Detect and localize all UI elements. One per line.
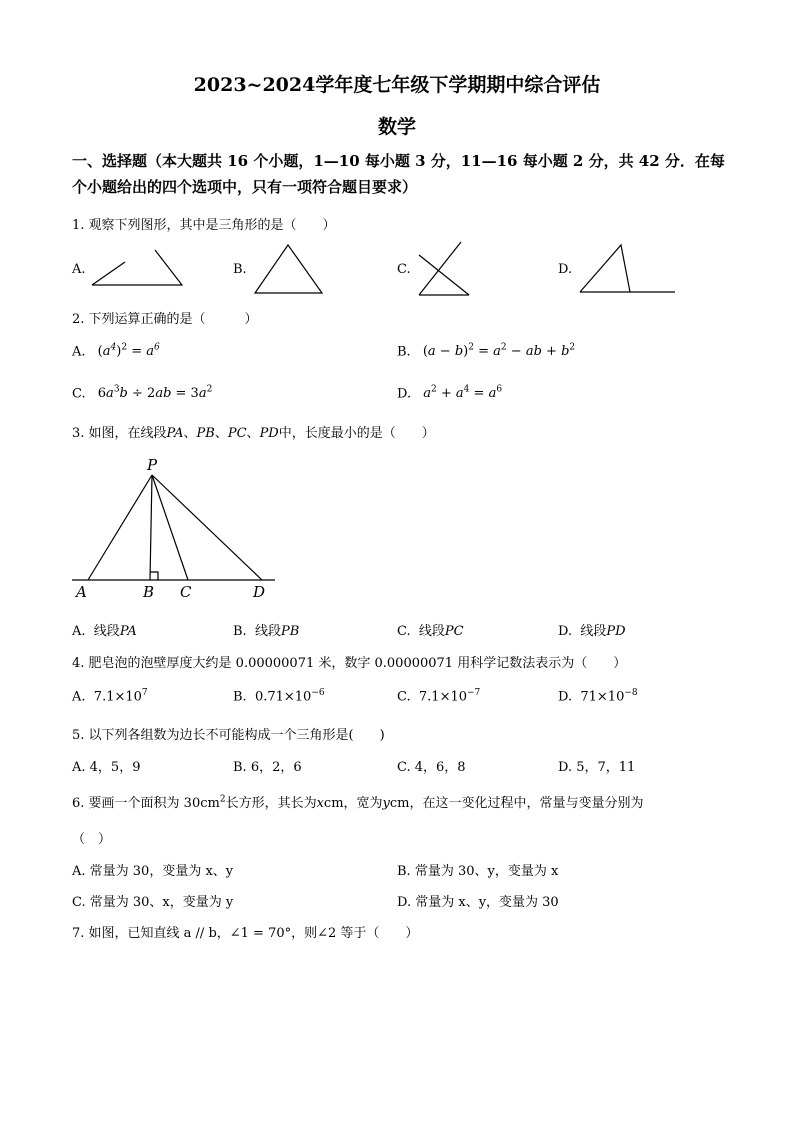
q2-option-c-label: C. <box>72 386 86 402</box>
q2-stem: 2. 下列运算正确的是（ ） <box>72 312 258 327</box>
q2-option-d-label: D. <box>397 386 412 402</box>
q3-stem-post: 中，长度最小的是（ ） <box>278 426 435 441</box>
q3-seg-pb: PB <box>196 426 215 441</box>
q4-option-d-label: D. <box>558 689 573 705</box>
q2-option-a-label: A. <box>72 344 86 360</box>
q3-point-p: P <box>147 456 158 474</box>
q2-option-b-label: B. <box>397 344 411 360</box>
q6-option-b: B. 常量为 30、y，变量为 x <box>397 864 559 879</box>
q6-option-c: C. 常量为 30、x，变量为 y <box>72 895 234 910</box>
q5-option-d: D. 5，7，11 <box>558 760 636 775</box>
q3-option-a <box>72 620 137 639</box>
q3-line-pb <box>150 475 152 580</box>
q3-line-pd <box>152 475 262 580</box>
q3-point-d: D <box>253 583 266 601</box>
q3-option-b <box>233 620 299 639</box>
q2-option-b-formula: $(a - b)^2 = a^2$ − ab + $b^2$ <box>422 343 576 360</box>
q3-right-angle-mark <box>150 572 158 580</box>
q4-option-c-exp: −7 <box>467 688 481 698</box>
q3-option-c-seg: PC <box>444 624 464 639</box>
q3-sep-2: 、 <box>214 426 228 441</box>
q3-option-c-label: C. <box>397 624 411 639</box>
q3-option-c-text: 线段 <box>418 624 445 639</box>
q6-stem <box>72 792 644 811</box>
q6-var-y: y <box>382 796 390 811</box>
q5-option-c: C. 4，6，8 <box>397 760 466 775</box>
q4-option-d-exp: −8 <box>624 688 638 698</box>
q4-option-c <box>397 688 480 704</box>
q6-stem-b: 长方形，其长为 <box>225 796 317 811</box>
q1-option-c-label: C. <box>397 262 411 277</box>
q4-option-b-base: 0.71×10 <box>254 689 312 705</box>
q6-option-a: A. 常量为 30，变量为 x、y <box>72 864 234 879</box>
q3-seg-pa: PA <box>166 426 184 441</box>
q4-option-c-base: 7.1×10 <box>418 689 467 705</box>
q4-option-d-base: 71×10 <box>580 689 625 705</box>
q4-option-d <box>558 688 638 704</box>
q4-option-c-label: C. <box>397 689 411 705</box>
q4-option-a-exp: 7 <box>141 688 148 698</box>
q3-point-b: B <box>143 583 155 601</box>
q6-cm2: cm，在这一变化过程中，常量与变量分别为 <box>389 796 644 811</box>
q4-stem: 4. 肥皂泡的泡壁厚度大约是 0.00000071 米，数字 0.00000071 用科学记数法表示为（ ） <box>72 656 627 671</box>
q3-option-b-seg: PB <box>280 624 300 639</box>
q3-option-b-label: B. <box>233 624 247 639</box>
q3-option-a-seg: PA <box>119 624 137 639</box>
q6-cm1: cm，宽为 <box>323 796 383 811</box>
q4-option-b-label: B. <box>233 689 247 705</box>
q6-stem-sup: 2 <box>219 794 226 805</box>
q4-option-a <box>72 688 148 704</box>
q3-line-pa <box>88 475 152 580</box>
section-header-line1: 一、选择题（本大题共 16 个小题，1—10 每小题 3 分，11—16 每小题 2 分，共 42 分．在每 <box>72 152 725 170</box>
q1-option-d-label: D. <box>558 262 573 277</box>
page-title: 2023~2024学年度七年级下学期期中综合评估 <box>193 74 601 96</box>
q2-option-c-formula: $6a^3b \div 2ab = 3a^2$ <box>97 385 213 402</box>
q6-option-d: D. 常量为 x、y，变量为 30 <box>397 895 559 910</box>
q3-seg-pc: PC <box>227 426 247 441</box>
q4-option-a-base: 7.1×10 <box>93 689 142 705</box>
q3-point-c: C <box>180 583 192 601</box>
subject-title: 数学 <box>377 116 416 138</box>
q3-option-d-label: D. <box>558 624 573 639</box>
q4-option-b-exp: −6 <box>311 688 325 698</box>
section-header-line2: 个小题给出的四个选项中，只有一项符合题目要求） <box>72 178 418 196</box>
q3-stem-pre: 3. 如图，在线段 <box>72 426 167 441</box>
q1-option-a-label: A. <box>72 262 86 277</box>
q3-sep-1: 、 <box>183 426 197 441</box>
q3-seg-pd: PD <box>259 426 279 441</box>
q4-option-b <box>233 688 325 704</box>
q5-option-b: B. 6，2，6 <box>233 760 302 775</box>
q1-stem: 1. 观察下列图形，其中是三角形的是（ ） <box>72 218 336 233</box>
q7-stem: 7. 如图，已知直线 a // b，∠1 = 70°，则∠2 等于（ ） <box>72 926 419 941</box>
q6-var-x: x <box>316 796 324 811</box>
q3-point-a: A <box>76 583 87 601</box>
q3-option-d <box>558 620 626 639</box>
q3-option-b-text: 线段 <box>254 624 281 639</box>
q5-stem: 5. 以下列各组数为边长不可能构成一个三角形是( ) <box>72 728 385 743</box>
q3-option-c <box>397 620 464 639</box>
q2-option-a-formula: $(a^4)^2 = a^6$ <box>97 343 160 360</box>
q3-option-a-label: A. <box>72 624 86 639</box>
q3-option-d-seg: PD <box>606 624 626 639</box>
q3-line-pc <box>152 475 188 580</box>
q3-option-d-text: 线段 <box>580 624 607 639</box>
q6-stem-a: 6. 要画一个面积为 30cm <box>72 796 220 811</box>
q3-option-a-text: 线段 <box>93 624 120 639</box>
q6-paren: （ ） <box>72 832 112 847</box>
q2-option-d-formula: $a^2 + a^4 = a^6$ <box>423 385 503 402</box>
q3-sep-3: 、 <box>246 426 260 441</box>
q1-option-b-label: B. <box>233 262 247 277</box>
q5-option-a: A. 4，5，9 <box>72 760 141 775</box>
q4-option-a-label: A. <box>72 689 86 705</box>
